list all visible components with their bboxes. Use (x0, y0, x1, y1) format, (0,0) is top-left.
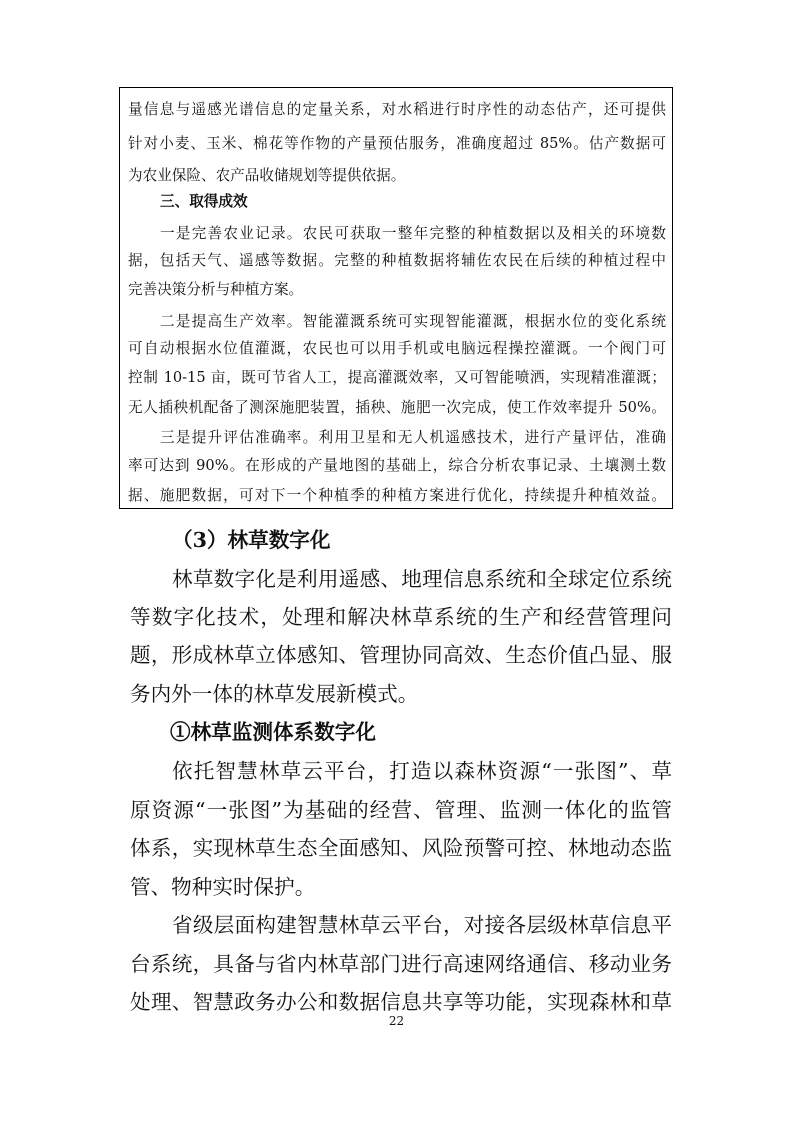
section-heading-forestry-digitization: （3）林草数字化 (172, 528, 331, 552)
box-line-3: 为农业保险、农产品收储规划等提供依据。 (128, 167, 406, 184)
page-number: 22 (388, 1014, 405, 1028)
box-line-10: 控制 10-15 亩，既可节省人工，提高灌溉效率，又可智能喷洒，实现精准灌溉； (128, 369, 666, 386)
body-line-2: 等数字化技术，处理和解决林草系统的生产和经营管理问 (130, 605, 672, 629)
box-line-6: 据，包括天气、遥感等数据。完整的种植数据将辅佐农民在后续的种植过程中 (128, 252, 666, 269)
body-line-3: 题，形成林草立体感知、管理协同高效、生态价值凸显、服 (130, 643, 672, 667)
box-line-13: 率可达到 90%。在形成的产量地图的基础上，综合分析农事记录、土壤测土数 (128, 457, 666, 474)
body-line-1: 林草数字化是利用遥感、地理信息系统和全球定位系统 (172, 567, 672, 591)
box-section-heading: 三、取得成效 (160, 193, 248, 210)
box-line-9: 可自动根据水位值灌溉，农民也可以用手机或电脑远程操控灌溉。一个阀门可 (128, 340, 666, 357)
box-line-5: 一是完善农业记录。农民可获取一整年完整的种植数据以及相关的环境数 (160, 225, 666, 242)
box-line-7: 完善决策分析与种植方案。 (128, 281, 304, 298)
box-line-11: 无人插秧机配备了测深施肥装置，插秧、施肥一次完成，使工作效率提升 50%。 (128, 399, 666, 416)
box-line-1: 量信息与遥感光谱信息的定量关系，对水稻进行时序性的动态估产，还可提供 (128, 101, 666, 118)
body-line-10: 省级层面构建智慧林草云平台，对接各层级林草信息平 (172, 913, 672, 937)
body-line-9: 管、物种实时保护。 (130, 875, 316, 899)
body-line-7: 原资源“一张图”为基础的经营、管理、监测一体化的监管 (130, 798, 672, 822)
box-line-8: 二是提高生产效率。智能灌溉系统可实现智能灌溉，根据水位的变化系统 (160, 313, 666, 330)
box-line-12: 三是提升评估准确率。利用卫星和无人机遥感技术，进行产量评估，准确 (160, 429, 666, 446)
box-line-14: 据、施肥数据，可对下一个种植季的种植方案进行优化，持续提升种植效益。 (128, 487, 666, 504)
box-line-2: 针对小麦、玉米、棉花等作物的产量预估服务，准确度超过 85%。估产数据可 (128, 135, 666, 152)
body-line-11: 台系统，具备与省内林草部门进行高速网络通信、移动业务 (130, 952, 672, 976)
body-line-4: 务内外一体的林草发展新模式。 (130, 682, 419, 706)
body-line-6: 依托智慧林草云平台，打造以森林资源“一张图”、草 (172, 759, 672, 783)
subheading-monitoring-system: ①林草监测体系数字化 (170, 720, 376, 744)
body-line-8: 体系，实现林草生态全面感知、风险预警可控、林地动态监 (130, 836, 672, 860)
body-line-12: 处理、智慧政务办公和数据信息共享等功能，实现森林和草 (130, 990, 672, 1014)
